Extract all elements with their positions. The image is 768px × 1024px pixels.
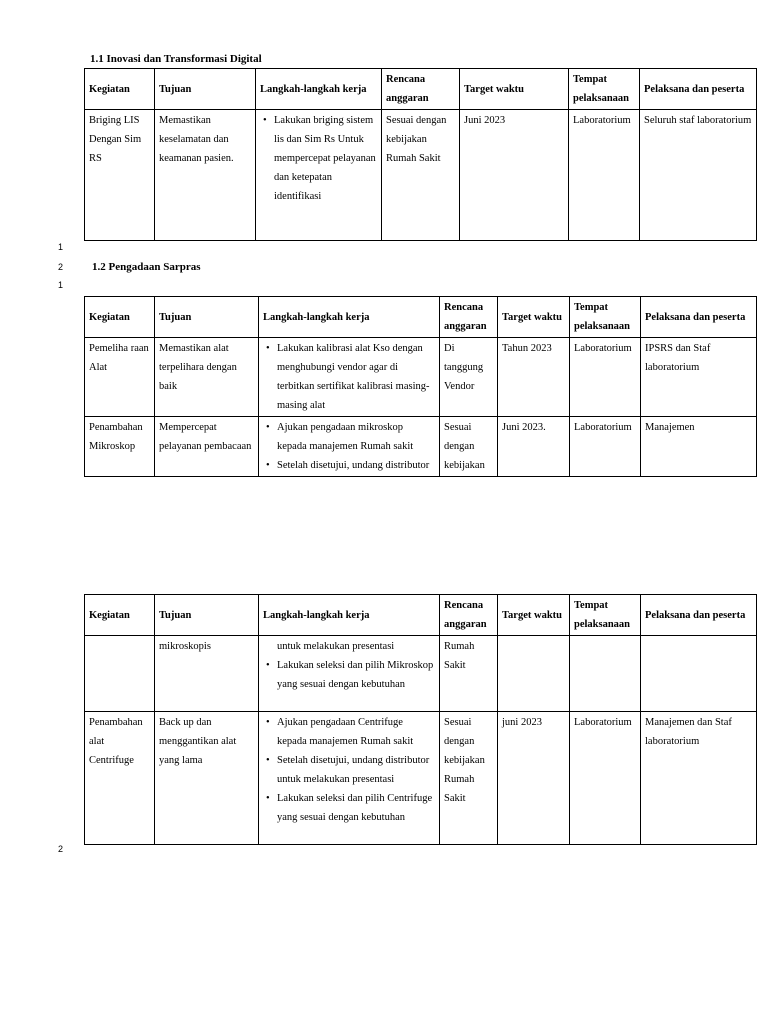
cell-kegiatan: Pemeliha raan Alat: [85, 338, 155, 417]
cell-kegiatan: [85, 636, 155, 712]
cell-tempat: Laboratorium: [569, 110, 640, 241]
cell-target: juni 2023: [498, 712, 570, 845]
cell-target: Tahun 2023: [498, 338, 570, 417]
table-row: [85, 712, 757, 845]
cell-target: [498, 636, 570, 712]
page-number: 1: [58, 280, 64, 290]
step-item: • Lakukan briging sistem lis dan Sim Rs Untuk mempercepat pelayanan dan ketepatan identifikasi: [274, 111, 377, 206]
header-pelaksana: Pelaksana dan peserta: [641, 297, 757, 338]
header-target: Target waktu: [498, 595, 570, 636]
header-anggaran: Rencana anggaran: [382, 69, 460, 110]
table-row: [85, 636, 757, 712]
cell-pelaksana: Seluruh staf laboratorium: [640, 110, 757, 241]
page-number: 1: [58, 242, 64, 252]
cell-langkah: [259, 338, 440, 417]
header-langkah: Langkah-langkah kerja: [259, 297, 440, 338]
table-row: [85, 110, 757, 241]
cell-tempat: Laboratorium: [570, 417, 641, 477]
header-tempat: Tempat pelaksanaan: [570, 595, 641, 636]
table-header-row: [85, 69, 757, 110]
table-sarpras-continued: [84, 594, 757, 845]
cell-anggaran: Sesuai dengan kebijakan Rumah Sakit: [382, 110, 460, 241]
step-item: • Ajukan pengadaan Centrifuge kepada manajemen Rumah sakit: [277, 713, 435, 751]
table-header-row: [85, 297, 757, 338]
header-langkah: Langkah-langkah kerja: [256, 69, 382, 110]
header-target: Target waktu: [498, 297, 570, 338]
page-number: 2: [58, 844, 64, 854]
cell-langkah: [259, 417, 440, 477]
cell-anggaran: Sesuai dengan kebijakan: [440, 417, 498, 477]
header-target: Target waktu: [460, 69, 569, 110]
cell-anggaran: Sesuai dengan kebijakan Rumah Sakit: [440, 712, 498, 845]
table-sarpras: [84, 296, 757, 477]
step-item: • Lakukan seleksi dan pilih Centrifuge yang sesuai dengan kebutuhan: [277, 789, 435, 827]
header-kegiatan: Kegiatan: [85, 297, 155, 338]
cell-pelaksana: [641, 636, 757, 712]
header-tujuan: Tujuan: [155, 297, 259, 338]
cell-tempat: Laboratorium: [570, 712, 641, 845]
cell-langkah: [259, 636, 440, 712]
step-item: • Setelah disetujui, undang distributor: [277, 456, 435, 475]
cell-tujuan: Memastikan keselamatan dan keamanan pasien.: [155, 110, 256, 241]
cell-kegiatan: Briging LIS Dengan Sim RS: [85, 110, 155, 241]
header-tempat: Tempat pelaksanaan: [569, 69, 640, 110]
page-number: 2: [58, 262, 64, 272]
cell-langkah: [256, 110, 382, 241]
cell-target: Juni 2023: [460, 110, 569, 241]
header-anggaran: Rencana anggaran: [440, 297, 498, 338]
cell-langkah: [259, 712, 440, 845]
step-item: • Ajukan pengadaan mikroskop kepada manajemen Rumah sakit: [277, 418, 435, 456]
header-kegiatan: Kegiatan: [85, 69, 155, 110]
header-kegiatan: Kegiatan: [85, 595, 155, 636]
cell-tujuan: Mempercepat pelayanan pembacaan: [155, 417, 259, 477]
cell-tempat: Laboratorium: [570, 338, 641, 417]
header-anggaran: Rencana anggaran: [440, 595, 498, 636]
step-item: • Setelah disetujui, undang distributor untuk melakukan presentasi: [277, 751, 435, 789]
table-row: [85, 338, 757, 417]
cell-tujuan: mikroskopis: [155, 636, 259, 712]
cell-pelaksana: IPSRS dan Staf laboratorium: [641, 338, 757, 417]
header-tujuan: Tujuan: [155, 595, 259, 636]
header-tempat: Tempat pelaksanaan: [570, 297, 641, 338]
header-tujuan: Tujuan: [155, 69, 256, 110]
table-row: [85, 417, 757, 477]
section-title-sarpras: 1.2 Pengadaan Sarpras: [92, 261, 201, 273]
step-continuation: untuk melakukan presentasi: [277, 641, 395, 652]
cell-pelaksana: Manajemen: [641, 417, 757, 477]
cell-tujuan: Back up dan menggantikan alat yang lama: [155, 712, 259, 845]
header-pelaksana: Pelaksana dan peserta: [641, 595, 757, 636]
cell-tempat: [570, 636, 641, 712]
table-inovasi: [84, 68, 757, 241]
section-title-inovasi: 1.1 Inovasi dan Transformasi Digital: [90, 53, 262, 65]
cell-anggaran: Rumah Sakit: [440, 636, 498, 712]
cell-tujuan: Memastikan alat terpelihara dengan baik: [155, 338, 259, 417]
header-langkah: Langkah-langkah kerja: [259, 595, 440, 636]
cell-anggaran: Di tanggung Vendor: [440, 338, 498, 417]
step-item: • Lakukan seleksi dan pilih Mikroskop yang sesuai dengan kebutuhan: [277, 656, 435, 694]
cell-kegiatan: Penambahan Mikroskop: [85, 417, 155, 477]
header-pelaksana: Pelaksana dan peserta: [640, 69, 757, 110]
cell-pelaksana: Manajemen dan Staf laboratorium: [641, 712, 757, 845]
step-item: • Lakukan kalibrasi alat Kso dengan menghubungi vendor agar di terbitkan sertifikat kalibrasi masing-masing alat: [277, 339, 435, 415]
cell-kegiatan: Penambahan alat Centrifuge: [85, 712, 155, 845]
cell-target: Juni 2023.: [498, 417, 570, 477]
table-header-row: [85, 595, 757, 636]
